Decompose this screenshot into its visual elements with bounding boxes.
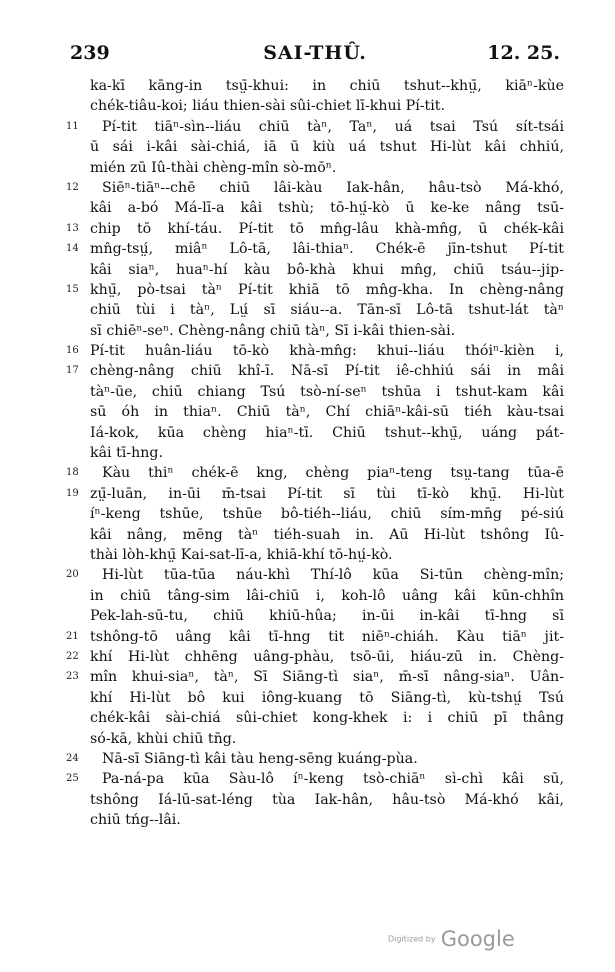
text-line [64, 627, 564, 647]
text-line [64, 219, 564, 239]
text-line [64, 280, 564, 300]
verse-number: 17 [66, 365, 79, 377]
line-text: kâi a-bó Má-lī-a kâi tshù; tō-hṳ́-kò ū ke-ke nâng tsū- [90, 200, 564, 217]
text-line [64, 158, 564, 178]
digitized-by-google-watermark [388, 927, 515, 951]
text-line [64, 117, 564, 137]
verse-number: 16 [66, 345, 79, 357]
text-line [64, 484, 564, 504]
line-text: Siēⁿ-tiāⁿ--chē chiū lâi-kàu Iak-hân, hâu-tsò Má-khó, [102, 179, 564, 196]
watermark-brand: Google [440, 927, 515, 951]
verse-number: 13 [66, 222, 79, 234]
text-line [64, 606, 564, 626]
chapter-verse-reference: 12. 25. [487, 42, 560, 64]
text-line [64, 137, 564, 157]
line-text: chék-kâi sài-chiá sûi-chiet kong-khek i: i chiū pī thâng [90, 710, 564, 727]
text-line [64, 239, 564, 259]
verse-number: 23 [66, 671, 79, 683]
text-line [64, 504, 564, 524]
text-line [64, 769, 564, 789]
line-text: thài lòh-khṳ̄ Kai-sat-lī-a, khiā-khí tō-hṳ́-kò. [90, 546, 393, 563]
line-text: chék-tiâu-koi; liáu thien-sài sûi-chiet lī-khui Pí-tit. [90, 98, 445, 115]
text-line [64, 361, 564, 381]
line-text: zṳ̄-luān, in-ūi m̄-tsai Pí-tit sī tùi tī-kò khṳ̄. Hi-lùt [90, 485, 564, 502]
verse-number: 11 [66, 120, 79, 132]
page-number: 239 [70, 42, 110, 64]
text-line [64, 76, 564, 96]
line-text: Hi-lùt tūa-tūa náu-khì Thí-lô kūa Si-tūn chèng-mîn; [102, 567, 564, 584]
text-line [64, 545, 564, 565]
verse-number: 12 [66, 181, 79, 193]
verse-number: 24 [66, 752, 79, 764]
verse-number: 15 [66, 283, 79, 295]
text-line [64, 708, 564, 728]
line-text: chip tō khí-táu. Pí-tit tō mn̂g-lâu khà-mn̂g, ū chék-kâi [90, 220, 564, 237]
line-text: ū sái i-kâi sài-chiá, iā ū kiù uá tshut Hi-lùt kâi chhiú, [90, 139, 564, 156]
text-line [64, 525, 564, 545]
text-line [64, 586, 564, 606]
verse-number: 20 [66, 569, 79, 581]
text-line [64, 443, 564, 463]
verse-number: 25 [66, 773, 79, 785]
text-line [64, 198, 564, 218]
line-text: tshông-tō uâng kâi tī-hng tit niēⁿ-chiáh. Kàu tiāⁿ jit- [90, 628, 564, 645]
line-text: só-kā, khùi chiū tn̄g. [90, 730, 237, 747]
line-text: khí Hi-lùt bô kui iông-kuang tō Siāng-tì, kù-tshṳ́ Tsú [90, 689, 564, 706]
text-line [64, 260, 564, 280]
text-line [64, 341, 564, 361]
line-text: sī chiēⁿ-seⁿ. Chèng-nâng chiū tàⁿ, Sī i-kâi thien-sài. [90, 322, 456, 339]
page-body [64, 76, 564, 830]
line-text: mién zū Iû-thài chèng-mîn sò-mōⁿ. [90, 159, 337, 176]
running-title: SAI-THÛ. [263, 42, 367, 64]
line-text: mîn khui-siaⁿ, tàⁿ, Sī Siāng-tì siaⁿ, m̄-sī nâng-siaⁿ. Uân- [90, 669, 564, 686]
line-text: khṳ̄, pò-tsai tàⁿ Pí-tit khiā tō mn̂g-kha. In chèng-nâng [90, 281, 564, 298]
text-line [64, 402, 564, 422]
text-line [64, 423, 564, 443]
line-text: Pa-ná-pa kūa Sàu-lô íⁿ-keng tsò-chiāⁿ sì-chì kâi sū, [102, 771, 564, 788]
verse-number: 18 [66, 467, 79, 479]
page-header [70, 38, 560, 68]
text-line [64, 729, 564, 749]
text-line [64, 647, 564, 667]
text-line [64, 321, 564, 341]
text-line [64, 749, 564, 769]
line-text: tàⁿ-ūe, chiū chiang Tsú tsò-ní-seⁿ tshūa i tshut-kam kâi [90, 383, 564, 400]
line-text: Pí-tit huân-liáu tō-kò khà-mn̂g: khui--liáu thóiⁿ-kièn i, [90, 343, 564, 360]
text-line [64, 565, 564, 585]
line-text: sū óh in thiaⁿ. Chiū tàⁿ, Chí chiāⁿ-kâi-sū tiéh kàu-tsai [90, 404, 564, 421]
text-line [64, 667, 564, 687]
verse-number: 14 [66, 243, 79, 255]
line-text: íⁿ-keng tshūe, tshūe bô-tiéh--liáu, chiū sím-mn̄g pé-siú [90, 506, 564, 523]
text-line [64, 688, 564, 708]
text-line [64, 463, 564, 483]
text-line [64, 382, 564, 402]
line-text: chèng-nâng chiū khî-ī. Nā-sī Pí-tit iê-chhiú sái in mâi [90, 363, 564, 380]
line-text: chiū tńg--lâi. [90, 812, 181, 829]
line-text: ka-kī kāng-in tsṳ̄-khui: in chiū tshut--khṳ̄, kiāⁿ-kùe [90, 78, 564, 94]
verse-number: 19 [66, 487, 79, 499]
line-text: Pí-tit tiāⁿ-sìn--liáu chiū tàⁿ, Taⁿ, uá tsai Tsú sít-tsái [102, 118, 564, 135]
line-text: in chiū tâng-sim lâi-chiū i, koh-lô uâng kâi kūn-chhîn [90, 587, 564, 604]
line-text: mn̂g-tsṳ́, miâⁿ Lô-tā, lâi-thiaⁿ. Chék-ē jīn-tshut Pí-tit [90, 241, 564, 258]
text-line [64, 810, 564, 830]
line-text: Pek-lah-sū-tu, chiū khiū-hûa; in-ūi in-kâi tī-hng sī [90, 608, 564, 625]
text-line [64, 178, 564, 198]
line-text: tshông Iá-lū-sat-léng tùa Iak-hân, hâu-tsò Má-khó kâi, [90, 791, 564, 808]
text-line [64, 790, 564, 810]
line-text: chiū tùi i tàⁿ, Lṳ́ sī siáu--a. Tān-sī Lô-tā tshut-lát tàⁿ [90, 302, 564, 319]
verse-number: 22 [66, 650, 79, 662]
text-line [64, 96, 564, 116]
line-text: kâi siaⁿ, huaⁿ-hí kàu bô-khà khui mn̂g, chiū tsáu--jip- [90, 261, 564, 278]
text-line [64, 300, 564, 320]
line-text: kâi tī-hng. [90, 445, 164, 462]
line-text: khí Hi-lùt chhēng uâng-phàu, tsō-ūi, hiáu-zū in. Chèng- [90, 648, 564, 665]
line-text: kâi nâng, mēng tàⁿ tiéh-suah in. Aū Hi-lùt tshông Iû- [90, 526, 564, 543]
verse-number: 21 [66, 630, 79, 642]
watermark-prefix: Digitized by [388, 934, 436, 944]
line-text: Iá-kok, kūa chèng hiaⁿ-tī. Chiū tshut--khṳ̄, uáng pát- [90, 424, 564, 441]
line-text: Kàu thiⁿ chék-ē kng, chèng piaⁿ-teng tsṳ-tang tūa-ē [102, 465, 564, 482]
line-text: Nā-sī Siāng-tì kâi tàu heng-sēng kuáng-pùa. [102, 750, 418, 767]
